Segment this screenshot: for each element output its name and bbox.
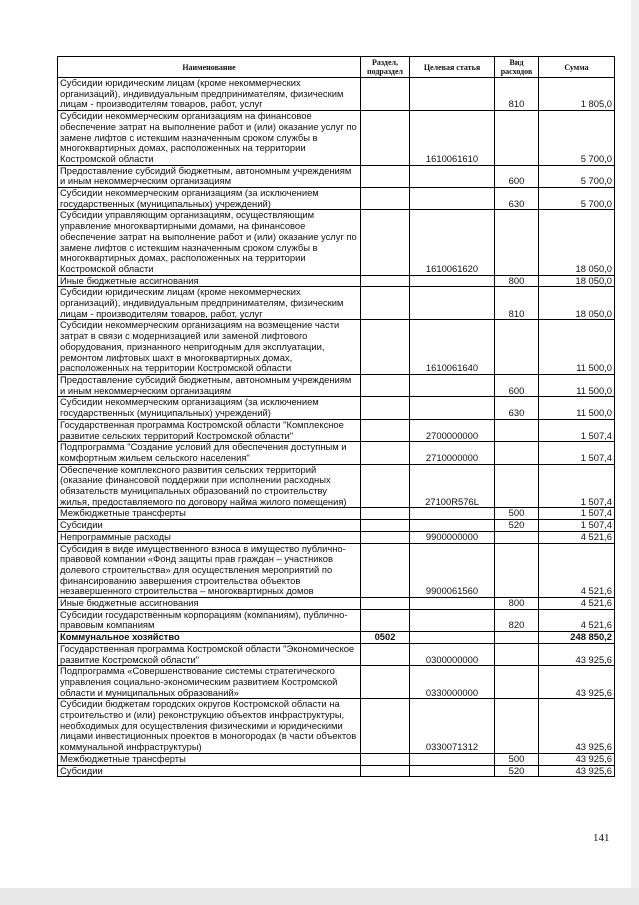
row-type: 500 [495, 508, 539, 520]
row-sum: 43 925,6 [539, 666, 615, 699]
row-target [410, 598, 495, 610]
row-type [495, 643, 539, 665]
table-row [58, 699, 615, 754]
row-sum: 4 521,6 [539, 598, 615, 610]
page-number: 141 [593, 832, 610, 844]
row-type: 800 [495, 275, 539, 287]
row-name: Субсидии некоммерческим организациям на финансовое обеспечение затрат на выполнение работ и (или) оказание услуг по замене лифтов с истекшим назначенным сроком службы в многоквартирных домах, расположенных на территории Костромской области [58, 111, 361, 166]
table-body [58, 78, 615, 777]
table-row [58, 464, 615, 508]
row-sum: 1 805,0 [539, 78, 615, 111]
table-row [58, 397, 615, 419]
row-target [410, 632, 495, 644]
scan-margin-right [631, 0, 639, 888]
row-type: 810 [495, 287, 539, 320]
row-section [361, 442, 410, 464]
table-row [58, 508, 615, 520]
table-row [58, 753, 615, 765]
row-target: 0330000000 [410, 666, 495, 699]
row-target: 1610061640 [410, 320, 495, 375]
row-type [495, 210, 539, 275]
row-target: 0330071312 [410, 699, 495, 754]
row-name: Предоставление субсидий бюджетным, автономным учреждениям и иным некоммерческим организациям [58, 165, 361, 187]
row-section [361, 419, 410, 441]
row-name: Субсидии некоммерческим организациям (за исключением государственных (муниципальных) учреждений) [58, 188, 361, 210]
row-type: 630 [495, 188, 539, 210]
row-target [410, 374, 495, 396]
row-name: Субсидии [58, 520, 361, 532]
table-row [58, 275, 615, 287]
row-sum: 18 050,0 [539, 275, 615, 287]
row-section [361, 531, 410, 543]
row-target [410, 397, 495, 419]
row-type: 800 [495, 598, 539, 610]
row-target: 1610061610 [410, 111, 495, 166]
header-type: Вид расходов [495, 57, 539, 78]
table-row [58, 598, 615, 610]
row-section [361, 609, 410, 631]
row-name: Непрограммные расходы [58, 531, 361, 543]
header-target: Целевая статья [410, 57, 495, 78]
row-section [361, 78, 410, 111]
row-type [495, 699, 539, 754]
row-sum: 5 700,0 [539, 165, 615, 187]
header-section: Раздел, подраздел [361, 57, 410, 78]
row-name: Субсидии юридическим лицам (кроме некоммерческих организаций), индивидуальным предпринимателям, физическим лицам - производителям товаров, работ, услуг [58, 78, 361, 111]
row-type: 500 [495, 753, 539, 765]
row-section [361, 111, 410, 166]
table-row [58, 419, 615, 441]
row-target [410, 287, 495, 320]
row-target [410, 765, 495, 777]
row-sum: 18 050,0 [539, 287, 615, 320]
row-name: Предоставление субсидий бюджетным, автономным учреждениям и иным некоммерческим организациям [58, 374, 361, 396]
row-sum: 1 507,4 [539, 508, 615, 520]
row-target: 27100R576L [410, 464, 495, 508]
table-row [58, 320, 615, 375]
table-row [58, 609, 615, 631]
row-name: Субсидии некоммерческим организациям (за исключением государственных (муниципальных) учреждений) [58, 397, 361, 419]
table-row [58, 666, 615, 699]
table-row [58, 188, 615, 210]
row-sum: 5 700,0 [539, 111, 615, 166]
header-sum: Сумма [539, 57, 615, 78]
table-header-row [58, 57, 615, 78]
row-section [361, 165, 410, 187]
table-row [58, 643, 615, 665]
row-sum: 43 925,6 [539, 765, 615, 777]
row-target [410, 520, 495, 532]
row-section [361, 188, 410, 210]
budget-table [57, 56, 615, 777]
scan-margin-bottom [0, 888, 639, 905]
row-type: 600 [495, 165, 539, 187]
table-row [58, 374, 615, 396]
row-type [495, 666, 539, 699]
row-type [495, 531, 539, 543]
row-target: 9900000000 [410, 531, 495, 543]
row-sum: 248 850,2 [539, 632, 615, 644]
row-section [361, 666, 410, 699]
row-section [361, 699, 410, 754]
row-type: 520 [495, 520, 539, 532]
row-name: Подпрограмма «Совершенствование системы стратегического управления социально-экономическим развитием Костромской области и муниципальных образований» [58, 666, 361, 699]
row-name: Межбюджетные трансферты [58, 508, 361, 520]
row-name: Иные бюджетные ассигнования [58, 598, 361, 610]
row-section [361, 543, 410, 598]
row-target: 1610061620 [410, 210, 495, 275]
table-row [58, 632, 615, 644]
table-row [58, 520, 615, 532]
table-row [58, 210, 615, 275]
row-name: Межбюджетные трансферты [58, 753, 361, 765]
row-section [361, 598, 410, 610]
row-section [361, 464, 410, 508]
row-type [495, 320, 539, 375]
row-sum: 1 507,4 [539, 464, 615, 508]
row-name: Иные бюджетные ассигнования [58, 275, 361, 287]
row-sum: 18 050,0 [539, 210, 615, 275]
row-target [410, 188, 495, 210]
table-row [58, 442, 615, 464]
row-name: Коммунальное хозяйство [58, 632, 361, 644]
row-section [361, 374, 410, 396]
row-type [495, 464, 539, 508]
row-sum: 4 521,6 [539, 609, 615, 631]
row-sum: 11 500,0 [539, 320, 615, 375]
row-name: Обеспечение комплексного развития сельских территорий (оказание финансовой поддержки при исполнении расходных обязательств муниципальных образований по строительству жилья, предоставляемого по договору найма жилого помещения) [58, 464, 361, 508]
row-section [361, 520, 410, 532]
table-row [58, 78, 615, 111]
row-name: Подпрограмма "Создание условий для обеспечения доступным и комфортным жильем сельского населения" [58, 442, 361, 464]
row-section [361, 320, 410, 375]
row-target: 9900061560 [410, 543, 495, 598]
row-name: Субсидии управляющим организациям, осуществляющим управление многоквартирными домами, на финансовое обеспечение затрат на выполнение работ и (или) оказание услуг по замене лифтов с истекшим назначенным сроком службы в многоквартирных домах, расположенных на территории Костромской области [58, 210, 361, 275]
row-section [361, 508, 410, 520]
header-name: Наименование [58, 57, 361, 78]
table-row [58, 543, 615, 598]
row-target: 2710000000 [410, 442, 495, 464]
row-section [361, 643, 410, 665]
table-row [58, 165, 615, 187]
row-sum: 1 507,4 [539, 520, 615, 532]
row-name: Субсидии некоммерческим организациям на возмещение части затрат в связи с модернизацией или заменой лифтового оборудования, признанного непригодным для эксплуатации, ремонтом лифтовых шахт в многоквартирных домах, расположенных на территории Костромской области [58, 320, 361, 375]
table-row [58, 111, 615, 166]
row-sum: 11 500,0 [539, 397, 615, 419]
row-type: 630 [495, 397, 539, 419]
row-target [410, 78, 495, 111]
row-name: Субсидии [58, 765, 361, 777]
row-name: Субсидия в виде имущественного взноса в имущество публично-правовой компании «Фонд защиты прав граждан – участников долевого строительства» для осуществления мероприятий по финансированию завершения строительства объектов незавершенного строительства – многоквартирных домов [58, 543, 361, 598]
row-section [361, 765, 410, 777]
row-type: 810 [495, 78, 539, 111]
row-type: 820 [495, 609, 539, 631]
row-target [410, 609, 495, 631]
row-sum: 1 507,4 [539, 419, 615, 441]
row-target: 0300000000 [410, 643, 495, 665]
row-section [361, 397, 410, 419]
row-sum: 11 500,0 [539, 374, 615, 396]
row-sum: 43 925,6 [539, 753, 615, 765]
row-sum: 4 521,6 [539, 531, 615, 543]
row-section [361, 275, 410, 287]
row-type: 600 [495, 374, 539, 396]
row-name: Государственная программа Костромской области "Комплексное развитие сельских территорий Костромской области" [58, 419, 361, 441]
row-sum: 43 925,6 [539, 699, 615, 754]
row-type [495, 419, 539, 441]
table-row [58, 287, 615, 320]
row-name: Субсидии бюджетам городских округов Костромской области на строительство и (или) реконструкцию объектов инфраструктуры, необходимых для осуществления физическими и юридическими лицами инвестиционных проектов в моногородах (в части объектов коммунальной инфраструктуры) [58, 699, 361, 754]
row-target [410, 275, 495, 287]
row-sum: 4 521,6 [539, 543, 615, 598]
row-target [410, 165, 495, 187]
row-target [410, 508, 495, 520]
row-type [495, 111, 539, 166]
row-target: 2700000000 [410, 419, 495, 441]
row-type [495, 442, 539, 464]
row-sum: 5 700,0 [539, 188, 615, 210]
row-name: Субсидии государственным корпорациям (компаниям), публично-правовым компаниям [58, 609, 361, 631]
row-sum: 43 925,6 [539, 643, 615, 665]
row-name: Субсидии юридическим лицам (кроме некоммерческих организаций), индивидуальным предпринимателям, физическим лицам - производителям товаров, работ, услуг [58, 287, 361, 320]
row-type [495, 632, 539, 644]
table-row [58, 765, 615, 777]
row-section [361, 210, 410, 275]
row-type: 520 [495, 765, 539, 777]
row-section [361, 753, 410, 765]
row-name: Государственная программа Костромской области "Экономическое развитие Костромской области" [58, 643, 361, 665]
row-sum: 1 507,4 [539, 442, 615, 464]
row-section [361, 287, 410, 320]
row-target [410, 753, 495, 765]
row-type [495, 543, 539, 598]
row-section: 0502 [361, 632, 410, 644]
table-row [58, 531, 615, 543]
